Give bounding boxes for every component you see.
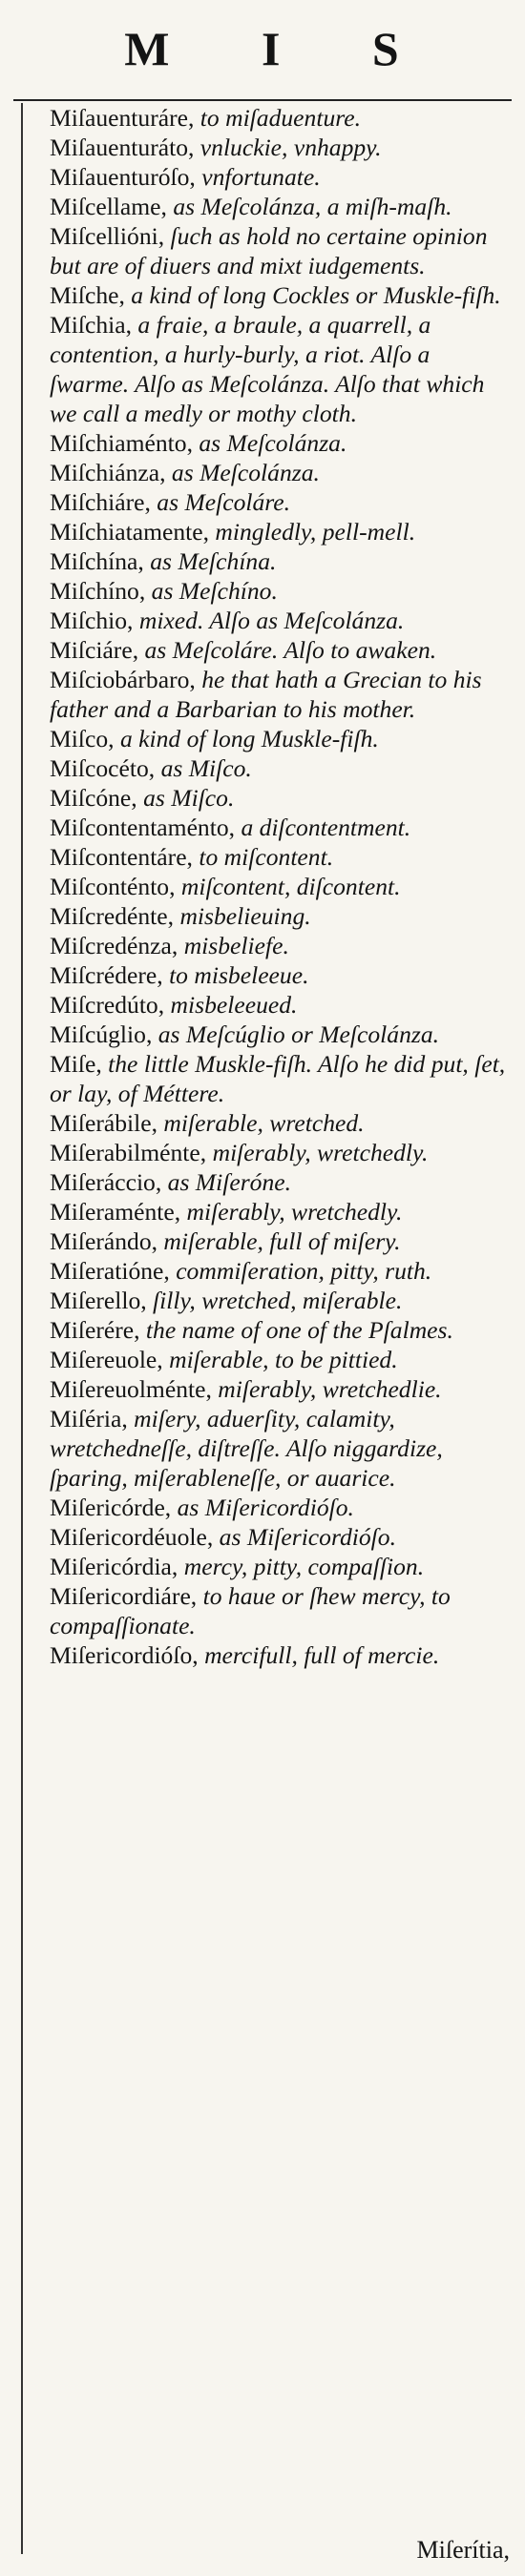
dictionary-entry <box>36 1581 510 1640</box>
definition: as Miſericordióſo. <box>171 1494 354 1521</box>
dictionary-entry <box>36 221 510 280</box>
headword: Miſchiáre, <box>50 488 151 516</box>
dictionary-entry <box>36 931 510 960</box>
definition: vnfortunate. <box>195 163 321 191</box>
headword: Miſerándo, <box>50 1227 158 1255</box>
definition: miſerable, wretched. <box>158 1109 365 1137</box>
definition: miſerably, wretchedlie. <box>211 1375 442 1403</box>
definition: commiſeration, pitty, ruth. <box>169 1257 432 1285</box>
header-rule <box>13 99 512 101</box>
definition: a diſcontentment. <box>235 814 411 841</box>
dictionary-column <box>21 103 510 2554</box>
definition: ſilly, wretched, miſerable. <box>146 1287 403 1314</box>
headword: Miſcellióni, <box>50 222 165 250</box>
definition: miſerably, wretchedly. <box>180 1198 403 1226</box>
headword: Miſchiatamente, <box>50 518 210 546</box>
dictionary-entry <box>36 960 510 990</box>
headword: Miſciobárbaro, <box>50 666 196 693</box>
definition: miſerable, full of miſery. <box>158 1227 401 1255</box>
dictionary-entry <box>36 1226 510 1256</box>
dictionary-entry <box>36 1552 510 1581</box>
dictionary-entry <box>36 1197 510 1226</box>
headword: Miſcontentaménto, <box>50 814 236 841</box>
headword: Miſcúglio, <box>50 1020 153 1048</box>
dictionary-entry <box>36 280 510 310</box>
definition: as Meſchína. <box>143 547 277 575</box>
dictionary-entry <box>36 428 510 458</box>
dictionary-entry <box>36 162 510 192</box>
definition: to miſaduenture. <box>194 104 362 132</box>
dictionary-entry <box>36 1315 510 1345</box>
headword: Miſerére, <box>50 1316 140 1344</box>
dictionary-entry <box>36 1049 510 1108</box>
dictionary-entry <box>36 1020 510 1049</box>
definition: as Miſco. <box>155 754 252 782</box>
dictionary-entry <box>36 901 510 931</box>
headword: Miſcredúto, <box>50 991 165 1019</box>
headword: Miſauenturóſo, <box>50 163 196 191</box>
headword: Miſeráccio, <box>50 1168 162 1196</box>
dictionary-entry <box>36 1138 510 1167</box>
headword: Miſéria, <box>50 1405 128 1432</box>
headword: Miſereuole, <box>50 1346 163 1373</box>
definition: as Miſco. <box>136 784 235 812</box>
definition: miſery, aduerſity, calamity, wretchedneſſe, diſtreſſe. Alſo niggardize, ſparing, miſerableneſſe, or auarice. <box>50 1405 443 1492</box>
dictionary-entry <box>36 1493 510 1522</box>
dictionary-entry <box>36 635 510 665</box>
definition: as Meſchíno. <box>145 577 278 605</box>
headword: Miſerello, <box>50 1287 147 1314</box>
headword: Miſchíno, <box>50 577 146 605</box>
definition: mercy, pitty, compaſſion. <box>178 1553 425 1580</box>
headword: Miſcocéto, <box>50 754 156 782</box>
dictionary-entry <box>36 458 510 487</box>
definition: as Meſcolánza. <box>192 429 347 457</box>
headword: Miſericordiáre, <box>50 1582 198 1610</box>
headword: Miſericordéuole, <box>50 1523 214 1551</box>
dictionary-entry <box>36 1522 510 1552</box>
dictionary-entry <box>36 1374 510 1404</box>
headword: Miſco, <box>50 725 115 752</box>
dictionary-entry <box>36 192 510 221</box>
definition: a fraie, a braule, a quarrell, a contention, a hurly-burly, a riot. Alſo a ſwarme. Alſo as Meſcolánza. Alſo that which we call a medly or mothy cloth. <box>50 311 485 427</box>
definition: ſuch as hold no certaine opinion but are of diuers and mixt iudgements. <box>50 222 488 279</box>
dictionary-entry <box>36 1345 510 1374</box>
dictionary-entry <box>36 487 510 517</box>
dictionary-entry <box>36 103 510 133</box>
definition: mixed. Alſo as Meſcolánza. <box>133 607 405 634</box>
definition: misbeleeued. <box>164 991 298 1019</box>
headword: Miſauenturáto, <box>50 134 195 161</box>
headword: Miſchiaménto, <box>50 429 193 457</box>
definition: to misbeleeue. <box>162 961 309 989</box>
headword: Miſche, <box>50 281 125 309</box>
definition: vnluckie, vnhappy. <box>194 134 382 161</box>
headword: Miſericórdia, <box>50 1553 178 1580</box>
dictionary-entry <box>36 1108 510 1138</box>
headword: Miſereuolménte, <box>50 1375 212 1403</box>
definition: miſerable, to be pittied. <box>162 1346 398 1373</box>
headword: Miſeraménte, <box>50 1198 181 1226</box>
headword: Miſericordióſo, <box>50 1641 199 1669</box>
definition: a kind of long Muskle-fiſh. <box>114 725 379 752</box>
headword: Miſcredénza, <box>50 932 178 959</box>
definition: a kind of long Cockles or Muskle-fiſh. <box>124 281 501 309</box>
definition: miſcontent, diſcontent. <box>175 873 401 900</box>
definition: mercifull, full of mercie. <box>198 1641 440 1669</box>
headword: Miſcontentáre, <box>50 843 193 871</box>
definition: miſerably, wretchedly. <box>206 1139 429 1166</box>
dictionary-entry <box>36 842 510 872</box>
dictionary-entry <box>36 1256 510 1286</box>
headword: Miſchio, <box>50 607 134 634</box>
headword: Miſciáre, <box>50 636 139 664</box>
dictionary-entry <box>36 813 510 842</box>
headword: Miſerabilménte, <box>50 1139 207 1166</box>
definition: to haue or ſhew mercy, to compaſſionate. <box>50 1582 451 1639</box>
dictionary-entry <box>36 1404 510 1493</box>
headword: Miſcóne, <box>50 784 137 812</box>
definition: as Meſcúglio or Meſcolánza. <box>152 1020 440 1048</box>
headword: Miſcredénte, <box>50 902 175 930</box>
definition: as Miſericordióſo. <box>213 1523 396 1551</box>
definition: the name of one of the Pſalmes. <box>139 1316 453 1344</box>
dictionary-entry <box>36 546 510 576</box>
headword: Miſericórde, <box>50 1494 172 1521</box>
definition: mingledly, pell-mell. <box>209 518 416 546</box>
headword: Miſconténto, <box>50 873 176 900</box>
definition: as Miſeróne. <box>161 1168 292 1196</box>
dictionary-entry <box>36 990 510 1020</box>
running-head: M I S <box>124 22 439 75</box>
headword: Miſe, <box>50 1050 102 1078</box>
dictionary-entry <box>36 606 510 635</box>
dictionary-entry <box>36 665 510 724</box>
definition: misbelieuing. <box>174 902 311 930</box>
definition: as Meſcolánza. <box>165 459 320 486</box>
headword: Miſchiánza, <box>50 459 166 486</box>
headword: Miſauenturáre, <box>50 104 195 132</box>
definition: misbeliefe. <box>178 932 289 959</box>
headword: Miſcellame, <box>50 193 167 220</box>
definition: he that hath a Grecian to his father and a Barbarian to his mother. <box>50 666 482 723</box>
definition: as Meſcoláre. Alſo to awaken. <box>138 636 437 664</box>
dictionary-entry <box>36 872 510 901</box>
dictionary-entry <box>36 1640 510 1670</box>
definition: as Meſcoláre. <box>150 488 291 516</box>
dictionary-entry <box>36 310 510 428</box>
headword: Miſeratióne, <box>50 1257 170 1285</box>
definition: the little Muskle-fiſh. Alſo he did put, ſet, or lay, of Méttere. <box>50 1050 506 1107</box>
dictionary-entry <box>36 1167 510 1197</box>
dictionary-entry <box>36 783 510 813</box>
catchword: Miſerítia, <box>416 2536 510 2564</box>
headword: Miſchína, <box>50 547 144 575</box>
definition: to miſcontent. <box>192 843 334 871</box>
dictionary-entry <box>36 517 510 546</box>
dictionary-entry <box>36 133 510 162</box>
headword: Miſerábile, <box>50 1109 158 1137</box>
headword: Miſchia, <box>50 311 133 339</box>
dictionary-entry <box>36 724 510 753</box>
dictionary-entry <box>36 753 510 783</box>
page-header <box>0 0 525 103</box>
headword: Miſcrédere, <box>50 961 163 989</box>
dictionary-entry <box>36 576 510 606</box>
dictionary-entry <box>36 1286 510 1315</box>
definition: as Meſcolánza, a miſh-maſh. <box>166 193 452 220</box>
